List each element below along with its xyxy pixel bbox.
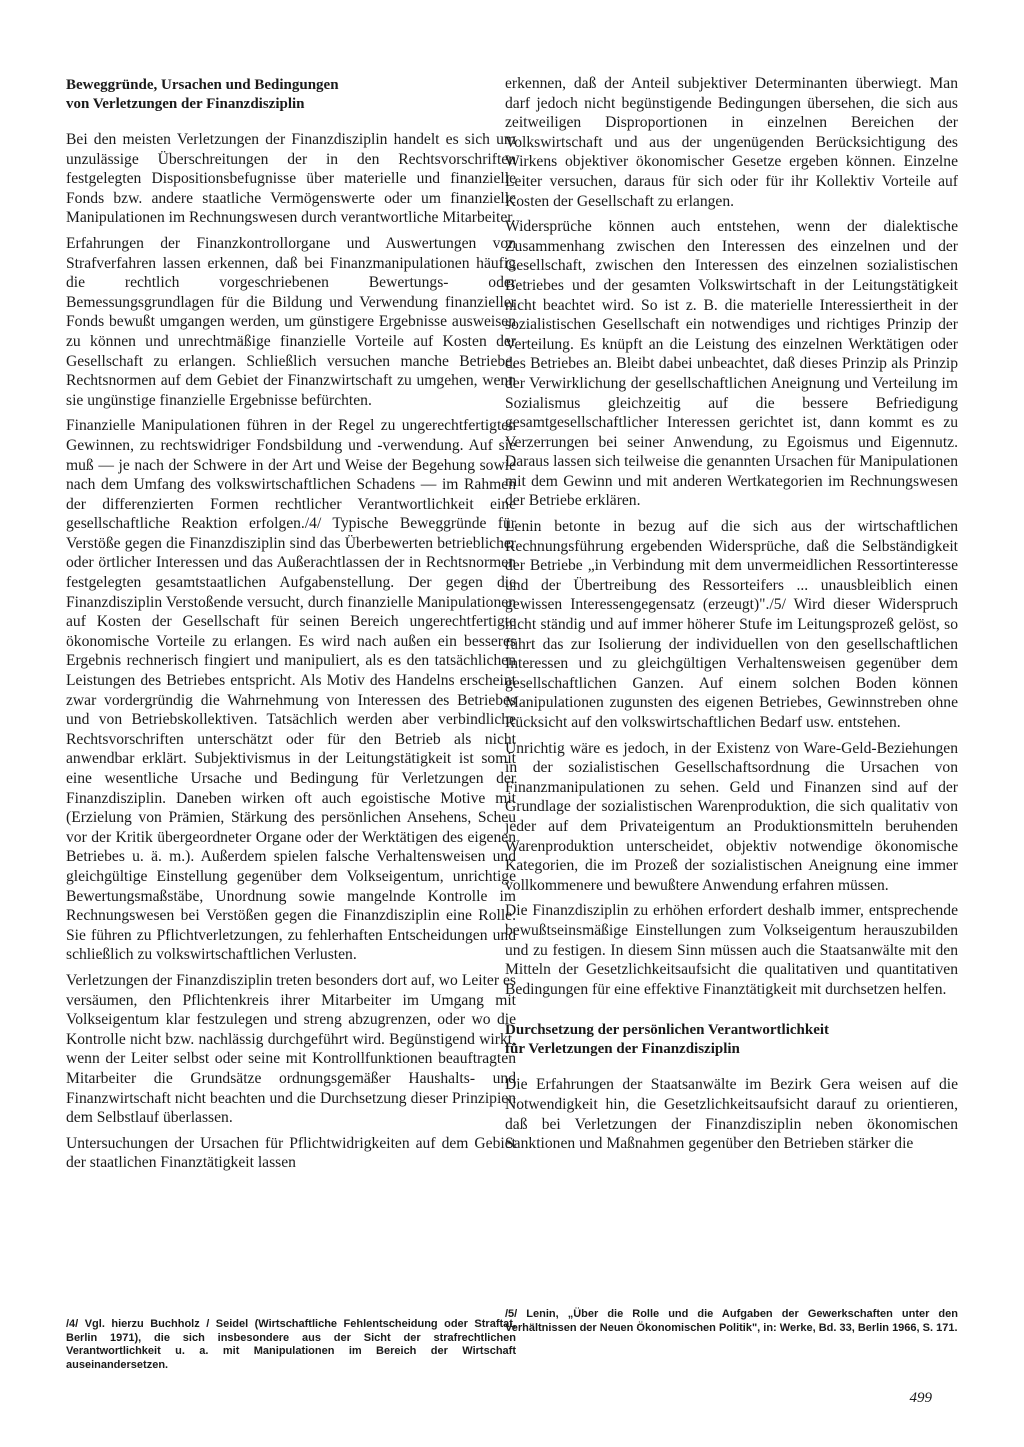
paragraph: erkennen, daß der Anteil subjektiver Determinanten überwiegt. Man darf jedoch nicht begünstigende Bedingungen übersehen, die sich aus zeitweiligen Disproportionen in einzelnen Bereichen der Volkswirtschaft und aus der ungenügenden Berücksichtigung des Wirkens objektiver ökonomischer Gesetze ergeben können. Einzelne Leiter versuchen, daraus für sich oder für ihr Kollektiv Vorteile auf Kosten der Gesellschaft zu erlangen. <box>505 75 958 210</box>
paragraph: Untersuchungen der Ursachen für Pflichtwidrigkeiten auf dem Gebiet der staatlichen Finanztätigkeit lassen <box>66 1134 516 1172</box>
paragraph: Verletzungen der Finanzdisziplin treten besonders dort auf, wo Leiter es versäumen, den Pflichtenkreis ihrer Mitarbeiter im Umgang mit Volkseigentum klar festzulegen und streng abzugrenzen, oder wo die Kontrolle nicht bzw. nachlässig durchgeführt wird. Begünstigend wirkt, wenn der Leiter selbst oder seine mit Kontrollfunktionen beauftragten Mitarbeiter die Grundsätze ordnungsgemäßer Haushalts- und Finanzwirtschaft nicht beachten und die Durchsetzung dieser Prinzipien dem Selbstlauf überlassen. <box>66 971 516 1127</box>
paragraph: Bei den meisten Verletzungen der Finanzdisziplin handelt es sich um unzulässige Überschreitungen der in den Rechtsvorschriften festgelegten Dispositionsbefugnisse über materielle und finanzielle Fonds bzw. andere staatliche Vermögenswerte oder um finanzielle Manipulationen im Rechnungswesen durch verantwortliche Mitarbeiter. <box>66 131 516 227</box>
page-number: 499 <box>909 1390 932 1406</box>
paragraph: Erfahrungen der Finanzkontrollorgane und Auswertungen von Strafverfahren lassen erkennen, daß bei Finanzmanipulationen häufig die rechtlich vorgeschriebenen Bewertungs- oder Bemessungsgrundlagen für die Bildung und Verwendung finanzieller Fonds bewußt umgangen werden, um günstigere Ergebnisse ausweisen zu können und unrechtmäßige finanzielle Vorteile auf Kosten der Gesellschaft zu erlangen. Schließlich versuchen manche Betriebe, Rechtsnormen auf dem Gebiet der Finanzwirtschaft zu umgehen, wenn sie ungünstige finanzielle Ergebnisse befürchten. <box>66 234 516 409</box>
heading-line: Durchsetzung der persönlichen Verantwortlichkeit <box>505 1022 830 1039</box>
heading-line: für Verletzungen der Finanzdisziplin <box>505 1041 740 1058</box>
heading-line: Beweggründe, Ursachen und Bedingungen <box>66 77 339 93</box>
footnote-5: /5/ Lenin, „Über die Rolle und die Aufgaben der Gewerkschaften unter den Verhältnissen der Neuen Ökonomischen Politik", in: Werke, Bd. 33, Berlin 1966, S. 171. <box>505 1308 958 1334</box>
paragraph: Die Erfahrungen der Staatsanwälte im Bezirk Gera weisen auf die Notwendigkeit hin, die Gesetzlichkeitsaufsicht darauf zu orientieren, daß bei Verletzungen der Finanzdisziplin neben ökonomischen Sanktionen und Maßnahmen gegenüber den Betrieben stärker die <box>505 1076 958 1153</box>
section-heading-responsibility <box>505 1021 958 1059</box>
paragraph: Lenin betonte in bezug auf die sich aus der wirtschaftlichen Rechnungsführung ergebenden Widersprüche, daß die Selbständigkeit der Betriebe „in Verbindung mit dem unvermeidlichen Ressortinteresse und der Übertreibung des Ressorteifers ... unausbleiblich einen gewissen Interessengegensatz (erzeugt)"./5/ Wird dieser Widerspruch nicht ständig und auf immer höherer Stufe im Leitungsprozeß gelöst, so führt das zur Isolierung der individuellen von den gesellschaftlichen Interessen und zu gleichgültigen Verhaltensweisen gegenüber dem gesellschaftlichen Ganzen. Auf einem solchen Boden können Manipulationen zugunsten des eigenen Betriebes, Gewinnstreben ohne Rücksicht auf den volkswirtschaftlichen Bedarf usw. entstehen. <box>505 518 958 731</box>
left-column <box>66 76 516 1179</box>
paragraph: Finanzielle Manipulationen führen in der Regel zu ungerechtfertigten Gewinnen, zu rechtswidriger Fondsbildung und -verwendung. Auf sie muß — je nach der Schwere in der Art und Weise der Begehung sowie nach dem Umfang des volkswirtschaftlichen Schadens — im Rahmen der differenzierten Formen rechtlicher Verantwortlichkeit eine gesellschaftliche Reaktion erfolgen./4/ Typische Beweggründe für Verstöße gegen die Finanzdisziplin sind das Überbewerten betrieblicher oder örtlicher Interessen und das Außerachtlassen der in Rechtsnormen festgelegten gesamtstaatlichen Aufgabenstellung. Der gegen die Finanzdisziplin Verstoßende versucht, durch finanzielle Manipulationen auf Kosten der Gesellschaft für seinen Bereich ungerechtfertigte ökonomische Vorteile zu erlangen. Es wird nach außen ein besseres Ergebnis rechnerisch fingiert und manipuliert, als es den tatsächlichen Leistungen des Betriebes entspricht. Als Motiv des Handelns erscheint zwar vordergründig die Wahrnehmung von Interessen des Betriebes und von Betriebskollektiven. Tatsächlich werden aber verbindliche Rechtsvorschriften unterschätzt oder für den Betrieb als nicht anwendbar erklärt. Subjektivismus in der Leitungstätigkeit ist somit eine wesentliche Ursache und Bedingung für Verletzungen der Finanzdisziplin. Daneben wirken oft auch egoistische Motive mit (Erzielung von Prämien, Stärkung des persönlichen Ansehens, Scheu vor der Kritik übergeordneter Organe oder der Werktätigen des eigenen Betriebes u. ä. m.). Außerdem spielen falsche Verhaltensweisen und gleichgültige Einstellung gegenüber dem Volkseigentum, unrichtige Bewertungsmaßstäbe, Unordnung sowie mangelnde Kontrolle im Rechnungswesen bei Verstößen gegen die Finanzdisziplin eine Rolle. Sie führen zu Pflichtverletzungen, zu fehlerhaften Entscheidungen und schließlich zu volkswirtschaftlichen Verlusten. <box>66 417 516 964</box>
paragraph: Unrichtig wäre es jedoch, in der Existenz von Ware-Geld-Beziehungen in der sozialistischen Gesellschaftsordnung die Ursachen von Finanzmanipulationen zu sehen. Geld und Finanzen sind auf der Grundlage der sozialistischen Warenproduktion, die sich qualitativ von jeder auf dem Privateigentum an Produktionsmitteln beruhenden Warenproduktion unterscheidet, objektiv notwendige ökonomische Kategorien, die im Prozeß der sozialistischen Aneignung eine immer vollkommenere und bewußtere Anwendung erfahren müssen. <box>505 739 958 894</box>
heading-line: von Verletzungen der Finanzdisziplin <box>66 96 305 112</box>
section-heading-motives <box>66 76 516 114</box>
paragraph: Widersprüche können auch entstehen, wenn der dialektische Zusammenhang zwischen den Interessen des einzelnen und der Gesellschaft, zwischen den Interessen des einzelnen sozialistischen Betriebes und der gesamten Volkswirtschaft in der Leitungstätigkeit nicht beachtet wird. So ist z. B. die materielle Interessiertheit in der sozialistischen Gesellschaft ein notwendiges und richtiges Prinzip der Verteilung. Es knüpft an die Leistung des einzelnen Werktätigen oder des Betriebes an. Bleibt dabei unbeachtet, daß dieses Prinzip als Prinzip der Verwirklichung der gesellschaftlichen Aneignung und Verteilung im Sozialismus gleichzeitig auf die bessere Befriedigung gesamtgesellschaftlicher Interessen gerichtet ist, dann kommt es zu Verzerrungen bei seiner Anwendung, zu Egoismus und Eigennutz. Daraus lassen sich teilweise die genannten Ursachen für Manipulationen mit dem Gewinn und mit anderen Wertkategorien im Rechnungswesen der Betriebe erklären. <box>505 218 958 510</box>
footnote-4: /4/ Vgl. hierzu Buchholz / Seidel (Wirtschaftliche Fehlentscheidung oder Straftat, Berlin 1971), die sich insbesondere aus der Sicht der strafrechtlichen Verantwortlichkeit u. a. mit Manipulationen im Bereich der Wirtschaft auseinandersetzen. <box>66 1318 516 1371</box>
paragraph: Die Finanzdisziplin zu erhöhen erfordert deshalb immer, entsprechende bewußtseinsmäßige Einstellungen zum Volkseigentum herauszubilden und zu festigen. In diesem Sinn müssen auch die Staatsanwälte mit den Mitteln der Gesetzlichkeitsaufsicht die qualitativen und quantitativen Bedingungen für eine effektive Finanztätigkeit mit durchsetzen helfen. <box>505 902 958 998</box>
right-column <box>505 74 958 1160</box>
